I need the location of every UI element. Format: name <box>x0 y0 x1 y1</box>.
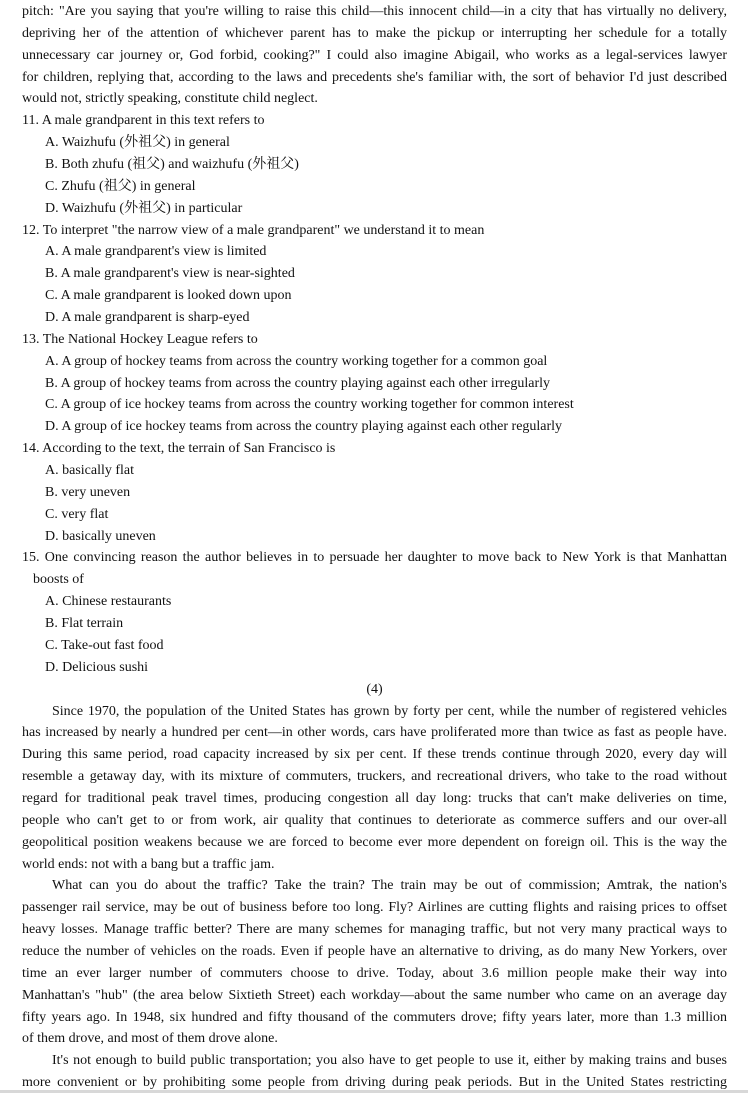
answer-option: D. Delicious sushi <box>45 659 149 675</box>
question-stem: 14. According to the text, the terrain of San Francisco is <box>22 441 336 457</box>
passage-line: unnecessary car journey or, God forbid, cooking?" I could also imagine Abigail, who works as a legal-services lawyer <box>22 47 727 63</box>
answer-option: A. Chinese restaurants <box>45 594 172 610</box>
passage-line: people who can't get to or from work, air quality that continues to deteriorate as commerce suffers and our over-all <box>22 812 727 828</box>
question-stem: 13. The National Hockey League refers to <box>22 331 258 347</box>
passage-line: resemble a getaway day, with its mixture of commuters, truckers, and recreational drivers, who take to the road without <box>22 769 727 785</box>
answer-option: B. Both zhufu (祖父) and waizhufu (外祖父) <box>45 157 299 173</box>
answer-option: B. very uneven <box>45 484 131 500</box>
passage-line: heavy losses. Manage traffic better? There are many schemes for managing traffic, but not very many practical ways to <box>22 922 727 938</box>
answer-option: D. A male grandparent is sharp-eyed <box>45 310 250 326</box>
question-stem: 12. To interpret "the narrow view of a male grandparent" we understand it to mean <box>22 222 485 238</box>
passage-line: time an ever larger number of commuters choose to drive. Today, about 3.6 million people make their way into <box>22 965 727 981</box>
answer-option: C. very flat <box>45 506 109 522</box>
passage-line: depriving her of the attention of whichever parent has to make the pickup or interrupting her schedule for a totally <box>22 25 727 41</box>
section-heading: (4) <box>366 681 383 697</box>
question-stem: 15. One convincing reason the author believes in to persuade her daughter to move back to New York is that Manhattan <box>22 550 727 566</box>
passage-line: fifty years ago. In 1948, six hundred and fifty thousand of the commuters drove; fifty years later, more than 1.3 million <box>22 1009 727 1025</box>
answer-option: A. Waizhufu (外祖父) in general <box>45 135 230 151</box>
answer-option: A. A group of hockey teams from across the country working together for a common goal <box>45 353 548 369</box>
answer-option: D. A group of ice hockey teams from across the country playing against each other regularly <box>45 419 563 435</box>
exam-document <box>22 1 727 1094</box>
passage-line: for children, replying that, according to the laws and precedents she's familiar with, the sort of behavior I'd just described <box>22 69 727 85</box>
answer-option: C. A group of ice hockey teams from across the country working together for common interest <box>45 397 574 413</box>
answer-option: B. Flat terrain <box>45 616 124 632</box>
answer-option: A. A male grandparent's view is limited <box>45 244 267 260</box>
answer-option: B. A group of hockey teams from across the country playing against each other irregularly <box>45 375 551 391</box>
passage-line: regard for traditional peak travel times, producing congestion all day long: trucks that can't make deliveries on time, <box>22 790 727 806</box>
passage-line: It's not enough to build public transportation; you also have to get people to use it, either by making trains and buses <box>52 1053 727 1069</box>
answer-option: C. Take-out fast food <box>45 637 164 653</box>
passage-line: has increased by nearly a hundred per cent—in other words, cars have proliferated more than twice as fast as people have. <box>22 725 727 741</box>
answer-option: A. basically flat <box>45 463 135 479</box>
passage-line: world ends: not with a bang but a traffic jam. <box>22 856 275 872</box>
passage-line: Since 1970, the population of the United States has grown by forty per cent, while the number of registered vehicles <box>52 703 727 719</box>
passage-line: of them drove, and most of them drove alone. <box>22 1031 278 1047</box>
question-stem: 11. A male grandparent in this text refers to <box>22 113 265 129</box>
passage-line: more convenient or by prohibiting some people from driving during peak periods. But in the United States restricting <box>22 1075 727 1091</box>
passage-line: Manhattan's "hub" (the area below Sixtieth Street) each workday—about the same number who came on an average day <box>22 987 727 1003</box>
answer-option: B. A male grandparent's view is near-sighted <box>45 266 295 282</box>
passage-line: What can you do about the traffic? Take the train? The train may be out of commission; Amtrak, the nation's <box>52 878 727 894</box>
passage-line: During this same period, road capacity increased by six per cent. If these trends continue through 2020, every day will <box>22 747 727 763</box>
passage-line: geopolitical position weakens because we are forced to become ever more dependent on foreign oil. This is the way the <box>22 834 727 850</box>
question-stem: boosts of <box>33 572 84 588</box>
passage-line: reduce the number of vehicles on the roads. Even if people have an alternative to driving, as do many New Yorkers, over <box>22 943 727 959</box>
answer-option: D. Waizhufu (外祖父) in particular <box>45 200 243 216</box>
passage-line: would not, strictly speaking, constitute child neglect. <box>22 91 318 107</box>
answer-option: C. A male grandparent is looked down upon <box>45 288 292 304</box>
passage-line: pitch: "Are you saying that you're willing to raise this child—this innocent child—in a city that has virtually no delivery, <box>22 4 727 19</box>
passage-line: passenger rail service, may be out of business before too long. Fly? Airlines are cutting flights and raising prices to offset <box>22 900 727 916</box>
answer-option: D. basically uneven <box>45 528 156 544</box>
answer-option: C. Zhufu (祖父) in general <box>45 178 196 194</box>
